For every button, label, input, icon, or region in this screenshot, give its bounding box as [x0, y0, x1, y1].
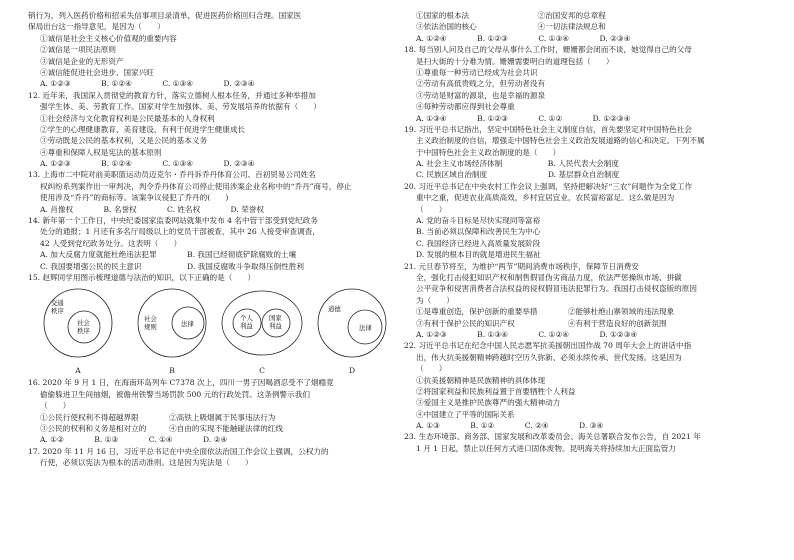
answer-choices: A. ①② B. ①③ C. ①④ D. ②④ — [40, 435, 228, 445]
option-line: ③依法治国的核心 ④一切法律法规总和 — [416, 22, 606, 32]
diagram-a-outer-text-1: 交通 — [51, 299, 64, 308]
answer-choices: C. 民族区域自治制度 D. 基层群众自治制度 — [416, 170, 620, 180]
option-line: ③劳动既是公民的基本权利，又是公民的基本义务 — [40, 136, 208, 146]
diagram-b-outer-text-2: 规则 — [144, 323, 157, 332]
question-text: 处分的通报；1 月还有多名厅局级以上的党员干部被查，其中 26 人接受审查调查， — [40, 227, 320, 237]
question-12 — [28, 90, 400, 170]
question-text: 42 人受到党纪政务处分。这表明（ ） — [40, 238, 182, 248]
question-text: 权纠纷系列案作出一审判决，判令乔丹体育公司停止使用涉案企业名称中的“乔丹”商号，停止 — [40, 181, 352, 191]
option-line: ②劳动有高低贵贱之分，但劳动者没有 — [416, 79, 546, 89]
answer-choice-c: C. 我国经济已经进入高质量发展阶段 — [416, 238, 541, 248]
answer-choices: A. ①③ B. ①② C. ②④ D. ③④ — [416, 421, 604, 431]
question-15 — [28, 272, 400, 377]
question-text: 18. 每当别人问及自己的父母从事什么工作时，姗姗都会闭而不谈，她觉得自己的父母 — [404, 45, 692, 55]
diagram-d-outer-text: 道德 — [328, 305, 341, 314]
question-text: 出，伟大抗美援朝精神跨越时空历久弥新、必须永续传承、世代发扬。这是因为 — [416, 352, 682, 362]
diagram-d-label: D — [348, 366, 356, 376]
venn-diagram-row — [28, 285, 400, 377]
question-text: 14. 新年第一个工作日，中央纪委国家监委网站就集中发布 4 名中管干部受到党纪政务 — [28, 216, 318, 226]
question-text: 20. 习近平总书记在中央农村工作会议上强调，坚持把解决好“三农”问题作为全党工作 — [404, 181, 693, 191]
question-21 — [404, 261, 776, 341]
option-line: ①尊重每一种劳动已经成为社会共识 — [416, 67, 538, 77]
question-text: 22. 习近平总书记在纪念中国人民志愿军抗美援朝出国作战 70 周年大会上的讲话中指 — [404, 341, 692, 351]
option-line: ③劳动是财富的源泉，也是幸福的源泉 — [416, 90, 546, 100]
question-23 — [404, 431, 776, 454]
diagram-b-figure — [130, 285, 214, 365]
question-text: 保局出台这一指导意见，是因为（ ） — [28, 22, 165, 32]
question-13 — [28, 169, 400, 215]
option-line: ②诚信是一项民法原则 — [40, 45, 116, 55]
option-line: ①国家的根本法 ②治国安邦的总章程 — [416, 11, 606, 20]
question-text: （ ） — [416, 364, 447, 374]
question-text: 为（ ） — [416, 295, 454, 305]
question-17 — [28, 446, 400, 469]
diagram-c-label: C — [259, 366, 265, 376]
left-column — [28, 10, 400, 469]
question-text: 16. 2020 年 9 月 1 日，在海南环岛列车 C7378 次上，四川一男子因喝酒忍受不了烟瘾竟 — [28, 378, 334, 388]
diagram-a-inner-text-2: 秩序 — [77, 327, 90, 336]
question-17-options — [404, 10, 776, 44]
answer-choice-a: A. 党的奋斗目标是尽快实现同等富裕 — [416, 216, 541, 226]
diagram-a-figure — [36, 285, 120, 365]
question-text: 12. 近年来，我国深入贯彻党的教育方针，落实立德树人根本任务，并通过多种举措加 — [28, 90, 316, 100]
diagram-b-label: B — [169, 366, 175, 376]
diagram-c — [220, 285, 304, 376]
question-text: 主义政治制度的自信，增强走中国特色社会主义政治发展道路的信心和决定。下列不属 — [416, 136, 705, 146]
option-line: ②学生的心理健康教育、美育建设，有利于促进学生健康成长 — [40, 124, 246, 134]
question-14 — [28, 215, 400, 272]
answer-choices: A. 加大反腐力度就能杜绝违法犯罪 B. 我国已经彻底铲除腐败的土壤 — [40, 250, 297, 260]
answer-choices: A. ①③④ B. ①②③ C. ①② D. ①②③④ — [416, 113, 631, 123]
question-text: 23. 生态环境部、商务部、国家发展和改革委员会、海关总署联合发布公告，自 2021 年 — [404, 432, 701, 442]
question-19 — [404, 124, 776, 181]
diagram-c-left-text-2: 利益 — [240, 322, 253, 331]
question-text: 公平竞争和侵害消费者合法权益的侵权假冒违法犯罪行为。我国打击侵权盗版的原因 — [416, 284, 697, 294]
right-column — [404, 10, 776, 454]
question-text: 全，强化打击侵犯知识产权和制售假冒伪劣商品力度，依法严惩操纵市场、拼碳 — [416, 272, 682, 282]
option-line: ③爱国主义是推护民族尊严的强大精神动力 — [416, 398, 561, 408]
question-text: 1 月 1 日起，禁止以任何方式进口固体废物。昆明海关将持续加大正面监管力 — [416, 443, 676, 453]
answer-choices: C. 我国要增强公民的民主意识 D. 我国反腐败斗争取得压倒性胜利 — [40, 261, 305, 271]
answer-choice-b: B. 当前必须以保障和改善民生为中心 — [416, 227, 541, 237]
option-line: ①抗美援朝精神是民族精神的具体体现 — [416, 375, 546, 385]
question-18 — [404, 44, 776, 124]
question-text: 强学生体、美、劳教育工作。国家对学生加强体、美、劳发展培养的依据有（ ） — [40, 102, 321, 112]
question-text: 销行为，列入医药价格和招采失信事项目录清单，促进医药价格回归合理。国家医 — [28, 11, 302, 20]
question-text: 17. 2020 年 11 月 16 日，习近平总书记在中央全面依法治国工作会议上强调，公权力的 — [28, 446, 329, 456]
answer-choices: A. ①②③ B. ①②④ C. ①③④ D. ②③④ — [40, 79, 255, 89]
question-text: 于中国特色社会主义政治制度的是（ ） — [416, 147, 561, 157]
question-16 — [28, 377, 400, 445]
question-20 — [404, 181, 776, 261]
diagram-b-outer-text-1: 社会 — [144, 315, 157, 324]
diagram-b-inner-text-1: 法律 — [181, 320, 194, 329]
diagram-c-figure — [220, 285, 304, 365]
diagram-a-inner-text-1: 社会 — [77, 319, 90, 328]
diagram-a — [36, 285, 120, 376]
diagram-a-label: A — [75, 366, 81, 376]
answer-choices: A. ①②③ B. ①③④ C. ①②④ D. ①②③④ — [416, 329, 638, 339]
question-text: 13. 上海市二中院对前美职篮运动员迈克尔・乔丹诉乔丹体育公司、百初贸易公司姓名 — [28, 170, 316, 180]
option-line: ④诚信能促进社会进步、国家兴旺 — [40, 67, 154, 77]
option-line: ④尊重和保障人权是宪法的基本原则 — [40, 147, 162, 157]
answer-choices: A. ①②④ B. ①②③ C. ①③④ D. ②③④ — [416, 33, 631, 43]
answer-choice-d: D. 发展的根本目的就是增进民生福祉 — [416, 250, 541, 260]
question-text: 行使，必须以宪法为根本的活动准则。这是因为宪法是（ ） — [40, 458, 253, 468]
diagram-c-left-text-1: 个人 — [240, 314, 253, 323]
diagram-d — [310, 285, 394, 376]
answer-choices: A. 肖像权 B. 名誉权 C. 姓名权 D. 荣誉权 — [40, 204, 264, 214]
question-text: 21. 元旦春节将至，为维护“两节”期间消费市场秩序，保障节日消费安 — [404, 261, 639, 271]
diagram-c-right-text-2: 利益 — [269, 322, 282, 331]
option-line: ①诚信是社会主义核心价值观的重要内容 — [40, 33, 177, 43]
question-11-tail — [28, 10, 400, 90]
option-line: ③诚信是企业的无形资产 — [40, 56, 124, 66]
diagram-d-figure — [310, 285, 394, 365]
answer-choices: A. ①②③ B. ①②④ C. ①③④ D. ②③④ — [40, 159, 255, 169]
option-line: ②将国家利益和民族利益置于首要牺牲个人利益 — [416, 386, 576, 396]
diagram-d-inner-text: 法律 — [359, 324, 372, 333]
question-text: 15. 赵辉同学用图示梳理道德与法治的知识，以下正确的是（ ） — [28, 272, 256, 282]
question-text: （ ） — [416, 204, 447, 214]
diagram-a-outer-text-2: 秩序 — [51, 307, 64, 316]
option-line: ①社会经济与文化教育权利是公民最基本的人身权利 — [40, 113, 215, 123]
question-22 — [404, 340, 776, 431]
question-text: 是扫大街的十分难为情。姗姗需要明白的道理包括（ ） — [416, 56, 614, 66]
option-line: ④每种劳动都应得到社会尊重 — [416, 102, 515, 112]
question-text: 19. 习近平总书记指出，坚定中国特色社会主义制度自信，首先要坚定对中国特色社会 — [404, 124, 692, 134]
diagram-c-right-text-1: 国家 — [269, 314, 282, 323]
option-line: ④中国建立了平等的国际关系 — [416, 409, 515, 419]
option-line: ③公民的权利和义务是相对立的 ④自由的实现不能触碰法律的红线 — [40, 423, 283, 433]
question-text: 偷偷躲进卫生间抽烟，被儋州铁警当场罚款 500 元的行政处罚。这条例警示我们 — [40, 389, 310, 399]
option-line: ③有利于保护公民的知识产权 ④有利于营造良好的创新氛围 — [416, 318, 667, 328]
question-text: 使用涉及“乔丹”的商标等。该案争议侵犯了乔丹的( ) — [40, 193, 229, 203]
option-line: ①是尊重创造，保护创新的重要举措 ②能够杜绝山寨领域的违法现象 — [416, 307, 675, 317]
option-line: ①公民行使权利不得超越界限 ②高铁上吸烟属于民事违法行为 — [40, 412, 276, 422]
diagram-b — [130, 285, 214, 376]
question-text: （ ） — [40, 401, 71, 411]
question-text: 重中之重，促进农业高质高效，乡村宜居宜业，农民富裕富足。这么做是因为 — [416, 193, 675, 203]
answer-choices: A. 社会主义市场经济体制 B. 人民代表大会制度 — [416, 159, 619, 169]
